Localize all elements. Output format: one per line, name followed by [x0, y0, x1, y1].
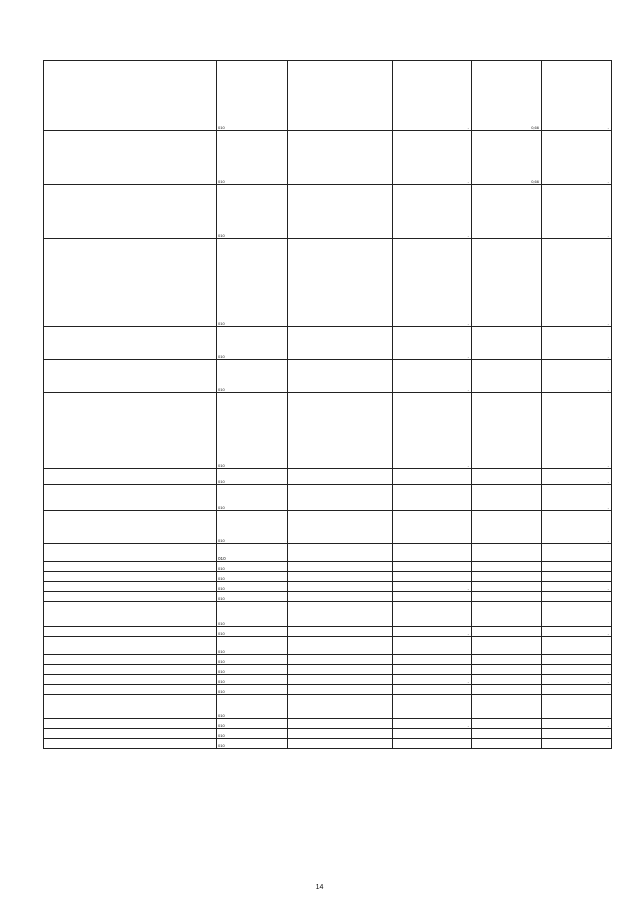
row-line-code-cell: 010: [217, 239, 288, 327]
row-prev-period-cell: [542, 572, 612, 582]
row-line-code-cell: 010: [217, 739, 288, 749]
row-income-code-cell: [288, 602, 393, 627]
row-line-code-cell: 010: [217, 393, 288, 469]
row-name-cell: [44, 665, 217, 675]
row-income-code-cell: [288, 511, 393, 544]
row-approved-cell: [393, 665, 472, 675]
row-prev-period-cell: [542, 695, 612, 719]
row-income-code-cell: [288, 729, 393, 739]
row-line-code-cell: 010: [217, 685, 288, 695]
row-approved-cell: [393, 637, 472, 655]
row-approved-cell: -: [393, 675, 472, 685]
table-row: [44, 685, 612, 695]
page-number: 14: [315, 884, 324, 891]
table-row: [44, 729, 612, 739]
row-executed-cell: [472, 665, 542, 675]
row-approved-cell: [393, 729, 472, 739]
row-prev-period-cell: -: [542, 582, 612, 592]
row-approved-cell: [393, 469, 472, 485]
row-prev-period-cell: -: [542, 131, 612, 185]
table-row: [44, 511, 612, 544]
row-prev-period-cell: [542, 739, 612, 749]
table-row: [44, 627, 612, 637]
row-approved-cell: -: [393, 360, 472, 393]
row-line-code-cell: 010: [217, 544, 288, 562]
row-executed-cell: [472, 544, 542, 562]
table-row: [44, 131, 612, 185]
table-row: [44, 637, 612, 655]
row-line-code-cell: 010: [217, 729, 288, 739]
row-line-code-cell: 010: [217, 61, 288, 131]
row-prev-period-cell: -: [542, 627, 612, 637]
row-executed-cell: [472, 327, 542, 360]
row-prev-period-cell: -: [542, 485, 612, 511]
row-prev-period-cell: [542, 562, 612, 572]
row-income-code-cell: [288, 582, 393, 592]
row-income-code-cell: [288, 739, 393, 749]
row-line-code-cell: 010: [217, 655, 288, 665]
row-executed-cell: [472, 739, 542, 749]
row-prev-period-cell: -: [542, 469, 612, 485]
row-approved-cell: -: [393, 627, 472, 637]
row-income-code-cell: [288, 592, 393, 602]
row-line-code-cell: 010: [217, 695, 288, 719]
row-line-code-cell: 010: [217, 185, 288, 239]
table-row: [44, 185, 612, 239]
row-name-cell: [44, 655, 217, 665]
row-name-cell: [44, 602, 217, 627]
row-income-code-cell: [288, 695, 393, 719]
row-income-code-cell: [288, 627, 393, 637]
table-row: [44, 239, 612, 327]
row-approved-cell: [393, 511, 472, 544]
row-approved-cell: [393, 592, 472, 602]
table-row: [44, 739, 612, 749]
row-name-cell: [44, 719, 217, 729]
row-prev-period-cell: -: [542, 185, 612, 239]
row-income-code-cell: [288, 360, 393, 393]
row-executed-cell: [472, 572, 542, 582]
row-line-code-cell: 010: [217, 675, 288, 685]
table-row: [44, 695, 612, 719]
row-prev-period-cell: [542, 685, 612, 695]
row-executed-cell: [472, 685, 542, 695]
row-approved-cell: [393, 655, 472, 665]
row-approved-cell: [393, 739, 472, 749]
row-prev-period-cell: [542, 544, 612, 562]
revenue-table: [43, 60, 612, 749]
row-line-code-cell: 010: [217, 511, 288, 544]
row-prev-period-cell: -: [542, 393, 612, 469]
table-row: [44, 719, 612, 729]
row-name-cell: [44, 572, 217, 582]
row-line-code-cell: 010: [217, 469, 288, 485]
row-prev-period-cell: -: [542, 327, 612, 360]
table-body: [44, 61, 612, 749]
row-prev-period-cell: -: [542, 239, 612, 327]
row-name-cell: [44, 582, 217, 592]
row-prev-period-cell: -: [542, 675, 612, 685]
table-row: [44, 485, 612, 511]
row-executed-cell: [472, 637, 542, 655]
row-approved-cell: [393, 602, 472, 627]
row-prev-period-cell: -: [542, 360, 612, 393]
row-name-cell: [44, 469, 217, 485]
row-income-code-cell: [288, 327, 393, 360]
row-line-code-cell: 010: [217, 637, 288, 655]
row-executed-cell: [472, 511, 542, 544]
row-name-cell: [44, 544, 217, 562]
row-executed-cell: [472, 655, 542, 665]
row-line-code-cell: 010: [217, 360, 288, 393]
row-name-cell: [44, 562, 217, 572]
row-name-cell: [44, 485, 217, 511]
row-approved-cell: -: [393, 239, 472, 327]
report-sheet: [43, 60, 611, 749]
row-income-code-cell: [288, 665, 393, 675]
row-executed-cell: [472, 239, 542, 327]
row-executed-cell: [472, 562, 542, 572]
row-approved-cell: -: [393, 393, 472, 469]
table-row: [44, 582, 612, 592]
row-prev-period-cell: [542, 655, 612, 665]
row-executed-cell: [472, 592, 542, 602]
row-income-code-cell: [288, 239, 393, 327]
row-executed-cell: [472, 695, 542, 719]
table-row: [44, 602, 612, 627]
row-executed-cell: [472, 360, 542, 393]
row-approved-cell: [393, 562, 472, 572]
row-line-code-cell: 010: [217, 485, 288, 511]
row-line-code-cell: 010: [217, 592, 288, 602]
row-name-cell: [44, 739, 217, 749]
table-row: [44, 562, 612, 572]
row-income-code-cell: [288, 572, 393, 582]
row-line-code-cell: 010: [217, 131, 288, 185]
row-name-cell: [44, 185, 217, 239]
row-executed-cell: [472, 393, 542, 469]
row-approved-cell: -: [393, 582, 472, 592]
row-prev-period-cell: -: [542, 511, 612, 544]
row-name-cell: [44, 393, 217, 469]
row-prev-period-cell: -: [542, 719, 612, 729]
row-approved-cell: -: [393, 61, 472, 131]
row-prev-period-cell: [542, 637, 612, 655]
row-prev-period-cell: [542, 602, 612, 627]
row-name-cell: [44, 675, 217, 685]
row-name-cell: [44, 637, 217, 655]
row-name-cell: [44, 131, 217, 185]
row-approved-cell: [393, 485, 472, 511]
row-income-code-cell: [288, 393, 393, 469]
row-prev-period-cell: [542, 665, 612, 675]
row-executed-cell: [472, 675, 542, 685]
table-row: [44, 655, 612, 665]
row-income-code-cell: [288, 185, 393, 239]
row-line-code-cell: 010: [217, 665, 288, 675]
row-executed-cell: [472, 627, 542, 637]
row-approved-cell: [393, 685, 472, 695]
row-name-cell: [44, 61, 217, 131]
row-executed-cell: [472, 719, 542, 729]
row-approved-cell: [393, 544, 472, 562]
row-executed-cell: [472, 469, 542, 485]
row-prev-period-cell: [542, 729, 612, 739]
row-name-cell: [44, 729, 217, 739]
row-income-code-cell: [288, 675, 393, 685]
row-income-code-cell: [288, 637, 393, 655]
row-executed-cell: [472, 582, 542, 592]
row-name-cell: [44, 695, 217, 719]
row-approved-cell: [393, 695, 472, 719]
row-executed-cell: 0,66: [472, 131, 542, 185]
row-line-code-cell: 010: [217, 327, 288, 360]
row-executed-cell: [472, 602, 542, 627]
row-income-code-cell: [288, 469, 393, 485]
table-row: [44, 360, 612, 393]
table-row: [44, 327, 612, 360]
table-row: [44, 675, 612, 685]
row-executed-cell: 0,66: [472, 61, 542, 131]
row-name-cell: [44, 239, 217, 327]
row-income-code-cell: [288, 485, 393, 511]
row-line-code-cell: 010: [217, 719, 288, 729]
table-row: [44, 572, 612, 582]
row-line-code-cell: 010: [217, 562, 288, 572]
row-approved-cell: -: [393, 185, 472, 239]
row-line-code-cell: 010: [217, 627, 288, 637]
row-prev-period-cell: [542, 592, 612, 602]
row-line-code-cell: 010: [217, 602, 288, 627]
row-approved-cell: -: [393, 327, 472, 360]
row-income-code-cell: [288, 61, 393, 131]
table-row: [44, 665, 612, 675]
row-name-cell: [44, 685, 217, 695]
row-income-code-cell: [288, 719, 393, 729]
row-line-code-cell: 010: [217, 572, 288, 582]
row-income-code-cell: [288, 562, 393, 572]
row-executed-cell: [472, 185, 542, 239]
row-name-cell: [44, 627, 217, 637]
row-income-code-cell: [288, 544, 393, 562]
row-prev-period-cell: -: [542, 61, 612, 131]
table-row: [44, 393, 612, 469]
row-income-code-cell: [288, 655, 393, 665]
table-row: [44, 592, 612, 602]
table-row: [44, 61, 612, 131]
row-name-cell: [44, 511, 217, 544]
row-name-cell: [44, 360, 217, 393]
row-executed-cell: [472, 485, 542, 511]
row-income-code-cell: [288, 685, 393, 695]
row-approved-cell: -: [393, 719, 472, 729]
row-approved-cell: [393, 572, 472, 582]
table-row: [44, 544, 612, 562]
table-row: [44, 469, 612, 485]
row-name-cell: [44, 592, 217, 602]
row-executed-cell: [472, 729, 542, 739]
row-income-code-cell: [288, 131, 393, 185]
row-line-code-cell: 010: [217, 582, 288, 592]
row-approved-cell: -: [393, 131, 472, 185]
row-name-cell: [44, 327, 217, 360]
